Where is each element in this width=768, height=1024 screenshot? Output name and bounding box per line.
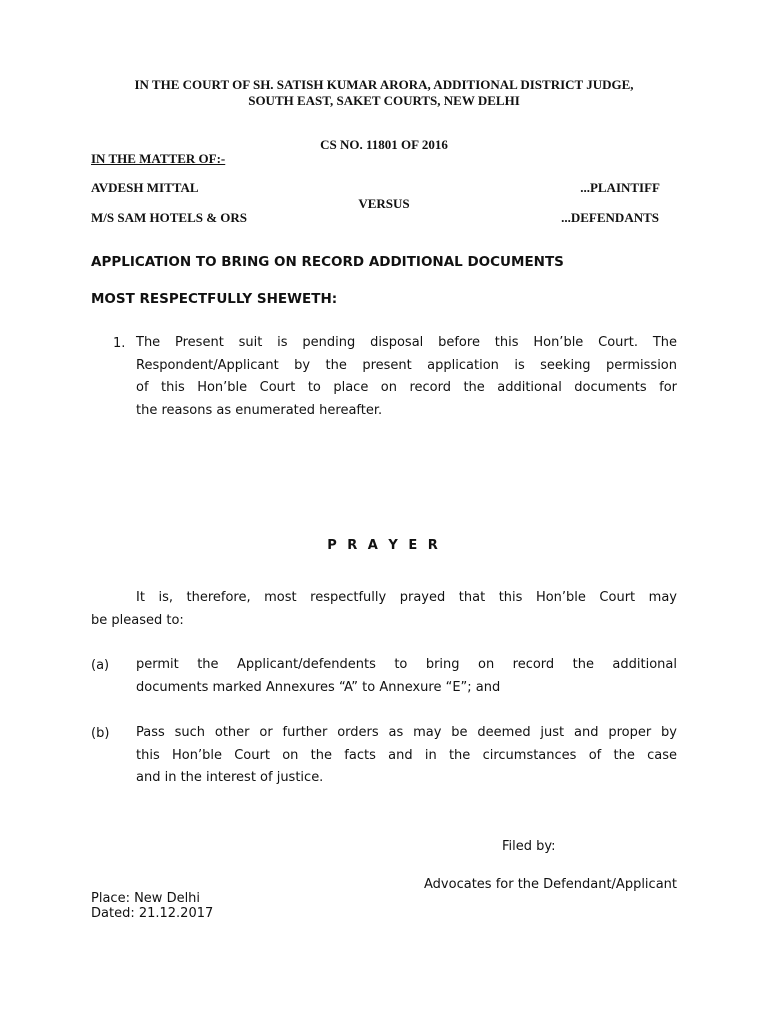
prayer-intro-line-1: It is, therefore, most respectfully prayed that this Hon’ble Court may	[136, 590, 677, 605]
application-title: APPLICATION TO BRING ON RECORD ADDITIONAL DOCUMENTS	[91, 254, 564, 270]
prayer-intro-first-line-wrap	[136, 587, 677, 610]
defendant-name: M/S SAM HOTELS & ORS	[91, 210, 248, 225]
prayer-item-b-text	[136, 722, 677, 790]
versus-label: VERSUS	[358, 196, 410, 211]
case-number: CS NO. 11801 OF 2016	[320, 137, 448, 152]
plaintiff-name: AVDESH MITTAL	[91, 180, 199, 195]
point-1-line: The Present suit is pending disposal before this Hon’ble Court. The	[136, 335, 677, 350]
prayer-item-b-label: (b)	[91, 726, 110, 741]
dated: Dated: 21.12.2017	[91, 906, 214, 921]
prayer-item-a-text	[136, 654, 677, 699]
point-1-line: of this Hon’ble Court to place on record the additional documents for	[136, 380, 677, 396]
prayer-item-b-line: Pass such other or further orders as may be deemed just and proper by	[136, 725, 677, 740]
point-1-number: 1.	[113, 336, 126, 351]
prayer-item-b-line: and in the interest of justice.	[136, 770, 324, 786]
prayer-heading: P R A Y E R	[327, 538, 441, 553]
prayer-item-a-line: documents marked Annexures “A” to Annexure “E”; and	[136, 679, 501, 695]
prayer-item-b-line: this Hon’ble Court on the facts and in the circumstances of the case	[136, 747, 677, 763]
defendant-role: ...DEFENDANTS	[561, 210, 659, 225]
point-1-paragraph	[136, 332, 677, 422]
prayer-item-a-line: permit the Applicant/defendents to bring on record the additional	[136, 657, 677, 672]
advocates-signature: Advocates for the Defendant/Applicant	[424, 877, 677, 892]
court-heading-line-1: IN THE COURT OF SH. SATISH KUMAR ARORA, ADDITIONAL DISTRICT JUDGE,	[134, 77, 634, 92]
court-heading-line-2: SOUTH EAST, SAKET COURTS, NEW DELHI	[248, 93, 520, 108]
matter-label: IN THE MATTER OF:-	[91, 151, 226, 166]
point-1-line: Respondent/Applicant by the present application is seeking permission	[136, 357, 677, 373]
plaintiff-role: ...PLAINTIFF	[580, 180, 660, 195]
point-1-line: the reasons as enumerated hereafter.	[136, 402, 383, 418]
place: Place: New Delhi	[91, 891, 201, 906]
filed-by: Filed by:	[502, 839, 556, 854]
salutation: MOST RESPECTFULLY SHEWETH:	[91, 291, 338, 307]
prayer-intro-line-2: be pleased to:	[91, 613, 184, 628]
prayer-item-a-label: (a)	[91, 658, 110, 673]
